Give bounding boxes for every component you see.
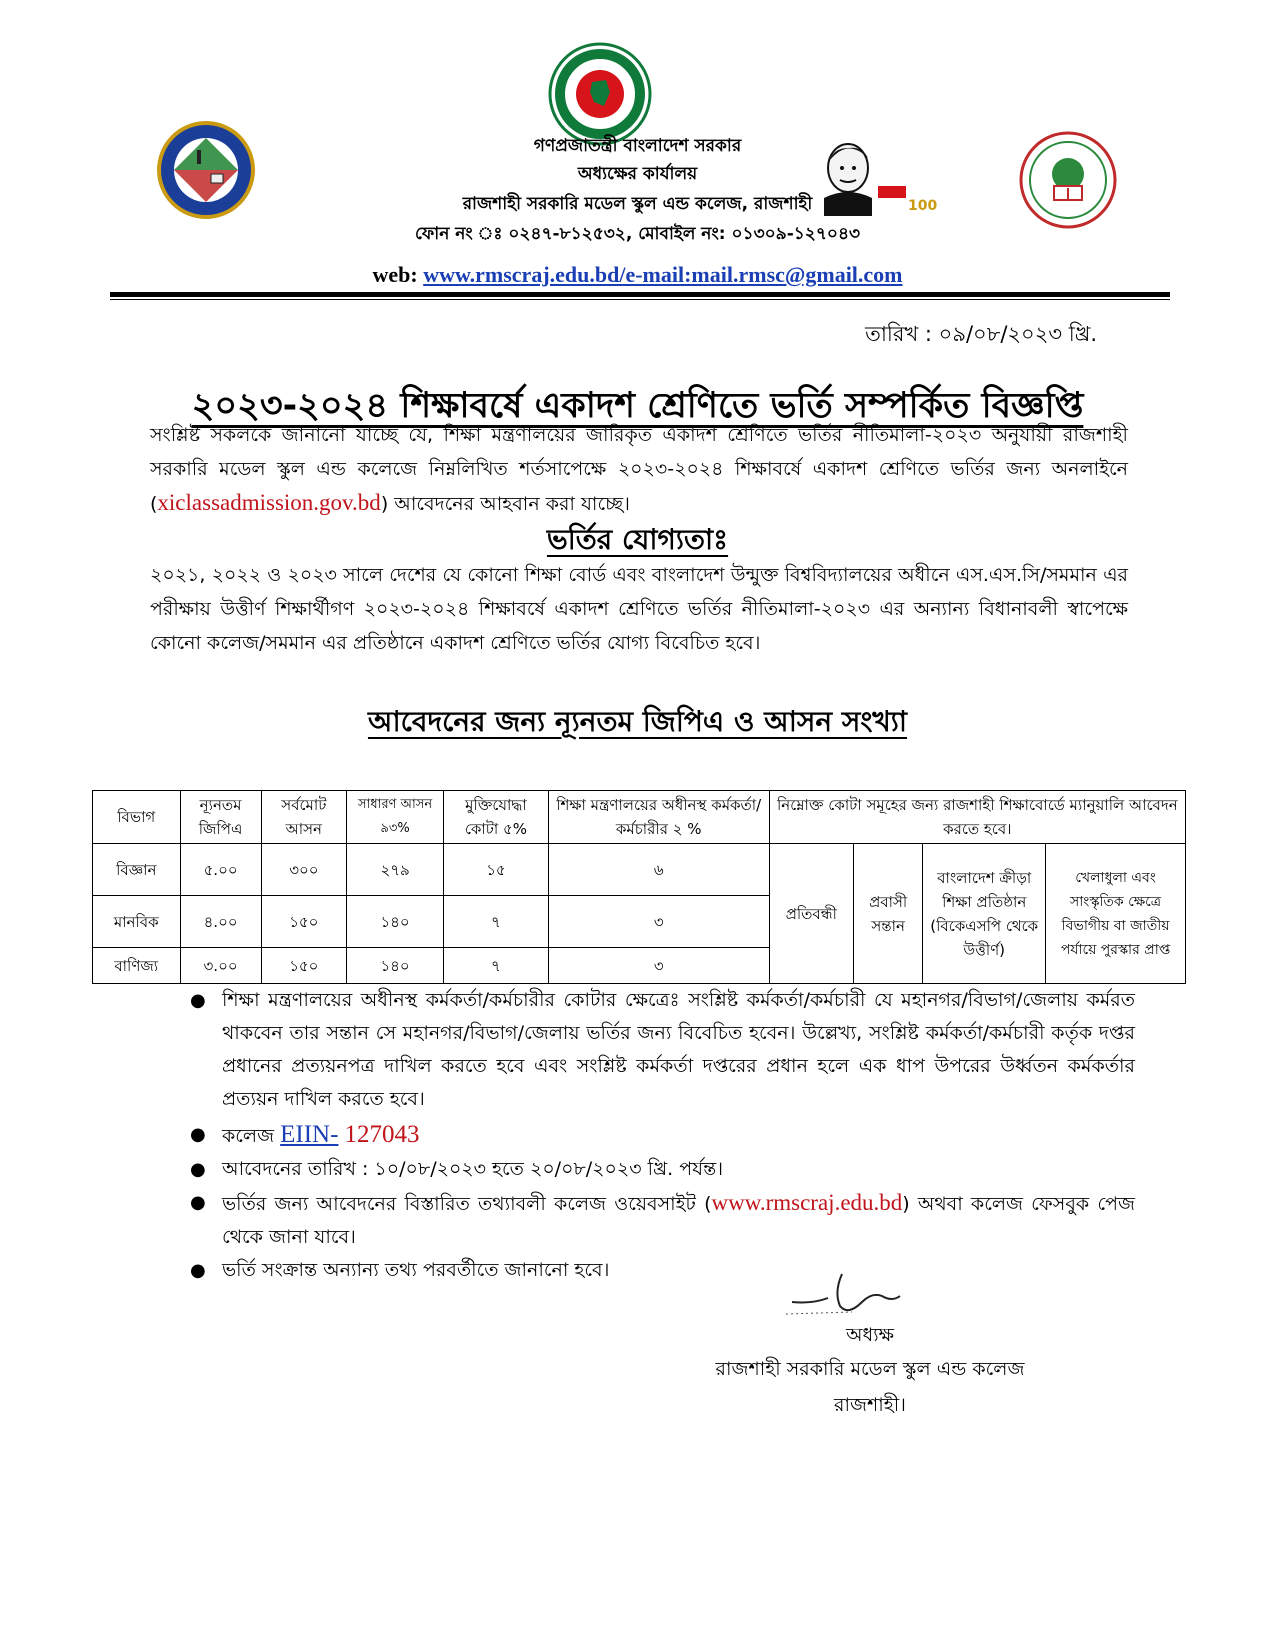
cell-total: ১৫০: [261, 948, 346, 984]
quota-expat: প্রবাসী সন্তান: [853, 844, 922, 984]
signature-icon: [782, 1262, 912, 1322]
intro-paragraph: [150, 418, 1128, 521]
table-row: [93, 844, 1186, 896]
cell-staff: ৩: [548, 948, 769, 984]
cell-general: ২৭৯: [347, 844, 444, 896]
cell-dept: মানবিক: [93, 896, 181, 948]
header-dept: বিভাগ: [93, 791, 181, 844]
college-website-link[interactable]: www.rmscraj.edu.bd: [711, 1190, 903, 1215]
web-label: web:: [372, 262, 418, 287]
header-ff: মুক্তিযোদ্ধা কোটা ৫%: [444, 791, 549, 844]
bullet-eiin-prefix: কলেজ: [222, 1125, 275, 1147]
signatory-institution: রাজশাহী সরকারি মডেল স্কুল এন্ড কলেজ: [715, 1358, 1025, 1380]
cell-ff: ৭: [444, 948, 549, 984]
cell-dept: বাণিজ্য: [93, 948, 181, 984]
list-item: [150, 1254, 1135, 1287]
header-total: সর্বমোট আসন: [261, 791, 346, 844]
cell-general: ১৪০: [347, 896, 444, 948]
list-item: [150, 984, 1135, 1116]
header-government: গণপ্রজাতন্ত্রী বাংলাদেশ সরকার: [533, 136, 742, 156]
bullet-text-website-end: ) অথবা কলেজ ফেসবুক পেজ থেকে জানা যাবে।: [222, 1193, 1135, 1248]
cell-ff: ৭: [444, 896, 549, 948]
cell-gpa: ৩.০০: [180, 948, 261, 984]
intro-text-end: ) আবেদনের আহবান করা যাচ্ছে।: [380, 493, 630, 515]
header-institution: রাজশাহী সরকারি মডেল স্কুল এন্ড কলেজ, রাজশাহী: [462, 194, 813, 214]
header-general: সাধারণ আসন ৯৩%: [347, 791, 444, 844]
list-item: [150, 1153, 1135, 1186]
bullet-text-website: ভর্তির জন্য আবেদনের বিস্তারিত তথ্যাবলী কলেজ ওয়েবসাইট (: [222, 1193, 712, 1215]
header-staff: শিক্ষা মন্ত্রণালয়ের অধীনস্থ কর্মকর্তা/কর্মচারীর ২ %: [548, 791, 769, 844]
bullet-icon: ●: [190, 1260, 206, 1281]
header-web: [0, 262, 1275, 288]
bullet-text-dates: আবেদনের তারিখ : ১০/০৮/২০২৩ হতে ২০/০৮/২০২৩ খ্রি. পর্যন্ত।: [222, 1158, 723, 1180]
quota-sports: খেলাধুলা এবং সাংস্কৃতিক ক্ষেত্রে বিভাগীয় বা জাতীয় পর্যায়ে পুরস্কার প্রাপ্ত: [1046, 844, 1186, 984]
table-heading: আবেদনের জন্য ন্যূনতম জিপিএ ও আসন সংখ্যা: [367, 705, 908, 738]
cell-ff: ১৫: [444, 844, 549, 896]
page-title: ২০২৩-২০২৪ শিক্ষাবর্ষে একাদশ শ্রেণিতে ভর্তি সম্পর্কিত বিজ্ঞপ্তি: [191, 386, 1084, 426]
bullet-text-quota: শিক্ষা মন্ত্রণালয়ের অধীনস্থ কর্মকর্তা/কর্মচারীর কোটার ক্ষেত্রেঃ সংশ্লিষ্ট কর্মকর্তা/কর্মচারী যে মহানগর/বিভাগ/জেলায় কর্মরত থাকবেন তার সন্তান সে মহানগর/বিভাগ/জেলায় ভর্তির জন্য বিবেচিত হবেন। উল্লেখ্য, সংশ্লিষ্ট কর্মকর্তা/কর্মচারী কর্তৃক দপ্তর প্রধানের প্রত্যয়নপত্র দাখিল করতে হবে এবং সংশ্লিষ্ট কর্মকর্তা দপ্তরের প্রধান হলে এক ধাপ উপরের উর্ধ্বতন কর্মকর্তার প্রত্যয়ন দাখিল করতে হবে।: [222, 989, 1135, 1110]
government-seal-icon: [548, 42, 652, 146]
admission-site-link[interactable]: xiclassadmission.gov.bd: [157, 490, 381, 515]
notice-date: তারিখ : ০৯/০৮/২০২৩ খ্রি.: [865, 322, 1097, 346]
header-manual-quota: নিম্নোক্ত কোটা সমূহের জন্য রাজশাহী শিক্ষাবোর্ডে ম্যানুয়ালি আবেদন করতে হবে।: [769, 791, 1185, 844]
header-gpa: ন্যূনতম জিপিএ: [180, 791, 261, 844]
list-item: [150, 1118, 1135, 1153]
web-email-link[interactable]: www.rmscraj.edu.bd/e-mail:mail.rmsc@gmail.com: [423, 262, 903, 287]
cell-gpa: ৪.০০: [180, 896, 261, 948]
cell-total: ৩০০: [261, 844, 346, 896]
signatory-city: রাজশাহী।: [834, 1394, 906, 1416]
header-divider: [110, 292, 1170, 297]
bullet-icon: ●: [190, 990, 206, 1011]
cell-general: ১৪০: [347, 948, 444, 984]
bullet-icon: ●: [190, 1192, 206, 1213]
cell-dept: বিজ্ঞান: [93, 844, 181, 896]
table-header-row: [93, 791, 1186, 844]
eligibility-heading: ভর্তির যোগ্যতাঃ: [546, 523, 729, 556]
cell-gpa: ৫.০০: [180, 844, 261, 896]
bullet-icon: ●: [190, 1159, 206, 1180]
bullet-text-more-info: ভর্তি সংক্রান্ত অন্যান্য তথ্য পরবর্তীতে জানানো হবে।: [222, 1259, 610, 1281]
svg-text:100: 100: [908, 198, 938, 214]
info-bullet-list: [150, 984, 1135, 1287]
cell-staff: ৩: [548, 896, 769, 948]
header-divider-thin: [110, 299, 1170, 300]
eiin-value: 127043: [344, 1121, 420, 1148]
eiin-label: EIIN-: [280, 1121, 339, 1148]
cell-total: ১৫০: [261, 896, 346, 948]
bullet-icon: ●: [190, 1124, 206, 1145]
eligibility-paragraph: ২০২১, ২০২২ ও ২০২৩ সালে দেশের যে কোনো শিক্ষা বোর্ড এবং বাংলাদেশ উন্মুক্ত বিশ্ববিদ্যালয়ের অধীনে এস.এস.সি/সমমান এর পরীক্ষায় উত্তীর্ণ শিক্ষার্থীগণ ২০২৩-২০২৪ শিক্ষাবর্ষে একাদশ শ্রেণিতে ভর্তির নীতিমালা-২০২৩ এর অন্যান্য বিধানাবলী স্বাপেক্ষে কোনো কলেজ/সমমান এর প্রতিষ্ঠানে একাদশ শ্রেণিতে ভর্তির যোগ্য বিবেচিত হবে।: [150, 564, 1128, 654]
quota-bksp: বাংলাদেশ ক্রীড়া শিক্ষা প্রতিষ্ঠান (বিকেএসপি থেকে উত্তীর্ণ): [923, 844, 1046, 984]
header-phone: ফোন নং ঃ ০২৪৭-৮১২৫৩২, মোবাইল নং: ০১৩০৯-১২৭০৪৩: [414, 224, 861, 244]
signatory-role: অধ্যক্ষ: [845, 1324, 894, 1346]
seat-gpa-table: [92, 790, 1186, 984]
quota-disabled: প্রতিবন্ধী: [769, 844, 853, 984]
header-office: অধ্যক্ষের কার্যালয়: [577, 164, 698, 184]
list-item: [150, 1186, 1135, 1254]
intro-text: সংশ্লিষ্ট সকলকে জানানো যাচ্ছে যে, শিক্ষা মন্ত্রণালয়ের জারিকৃত একাদশ শ্রেণিতে ভর্তির নীতিমালা-২০২৩ অনুযায়ী রাজশাহী সরকারি মডেল স্কুল এন্ড কলেজে নিম্নলিখিত শর্তসাপেক্ষে ২০২৩-২০২৪ শিক্ষাবর্ষে একাদশ শ্রেণিতে ভর্তির জন্য অনলাইনে (: [150, 424, 1128, 515]
cell-staff: ৬: [548, 844, 769, 896]
